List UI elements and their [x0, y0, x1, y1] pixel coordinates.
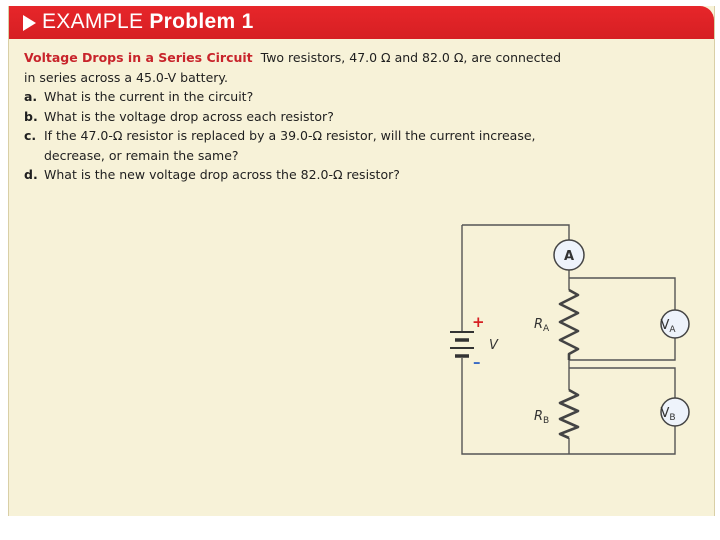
question-text: What is the new voltage drop across the 82.0-Ω resistor? [44, 167, 400, 182]
battery-icon [450, 332, 474, 356]
resistor-b-subscript: B [543, 416, 550, 426]
battery-minus-sign: – [473, 353, 481, 371]
resistor-b-label [534, 409, 549, 426]
voltmeter-a-symbol: V [660, 318, 670, 333]
question-letter: a. [24, 89, 38, 104]
question-text: What is the current in the circuit? [44, 89, 254, 104]
resistor-a-subscript: A [543, 324, 550, 334]
banner-example-word: EXAMPLE [42, 10, 144, 33]
resistor-a-zigzag [560, 290, 578, 360]
voltmeter-b-subscript: B [669, 413, 676, 423]
problem-statement [24, 48, 584, 87]
wire-va-loop [569, 278, 675, 360]
question-b [24, 107, 584, 127]
slide [8, 6, 715, 516]
battery-voltage-label: V [489, 338, 498, 353]
resistor-b-symbol: R [534, 409, 544, 424]
resistor-a-symbol: R [534, 317, 544, 332]
wire-left-bottom [462, 358, 569, 454]
question-a [24, 87, 584, 107]
problem-statement-line1: Two resistors, 47.0 Ω and 82.0 Ω, are connected [260, 50, 562, 65]
question-letter: d. [24, 167, 38, 182]
problem-text [24, 48, 584, 185]
ammeter-label: A [563, 249, 575, 264]
banner-label [42, 10, 254, 34]
circuit-diagram [449, 216, 699, 461]
question-letter: c. [24, 128, 37, 143]
battery-plus-sign: + [472, 313, 485, 331]
question-c [24, 126, 584, 165]
wire-vb-loop [569, 368, 675, 454]
problem-statement-line2: in series across a 45.0-V battery. [24, 69, 228, 85]
question-text: If the 47.0-Ω resistor is replaced by a 39.0-Ω resistor, will the current increase, decrease, or remain the same? [44, 128, 536, 163]
question-d [24, 165, 584, 185]
resistor-b-zigzag [560, 390, 578, 438]
problem-title: Voltage Drops in a Series Circuit [24, 50, 253, 65]
banner-problem-number: Problem 1 [149, 10, 254, 33]
wire-top [462, 225, 569, 240]
resistor-a-label [534, 317, 550, 334]
voltmeter-b-symbol: V [660, 406, 670, 421]
example-banner [9, 6, 714, 39]
triangle-arrow-icon [23, 15, 36, 31]
voltmeter-a-subscript: A [669, 325, 676, 335]
question-text: What is the voltage drop across each resistor? [44, 108, 334, 124]
question-letter: b. [24, 108, 38, 124]
